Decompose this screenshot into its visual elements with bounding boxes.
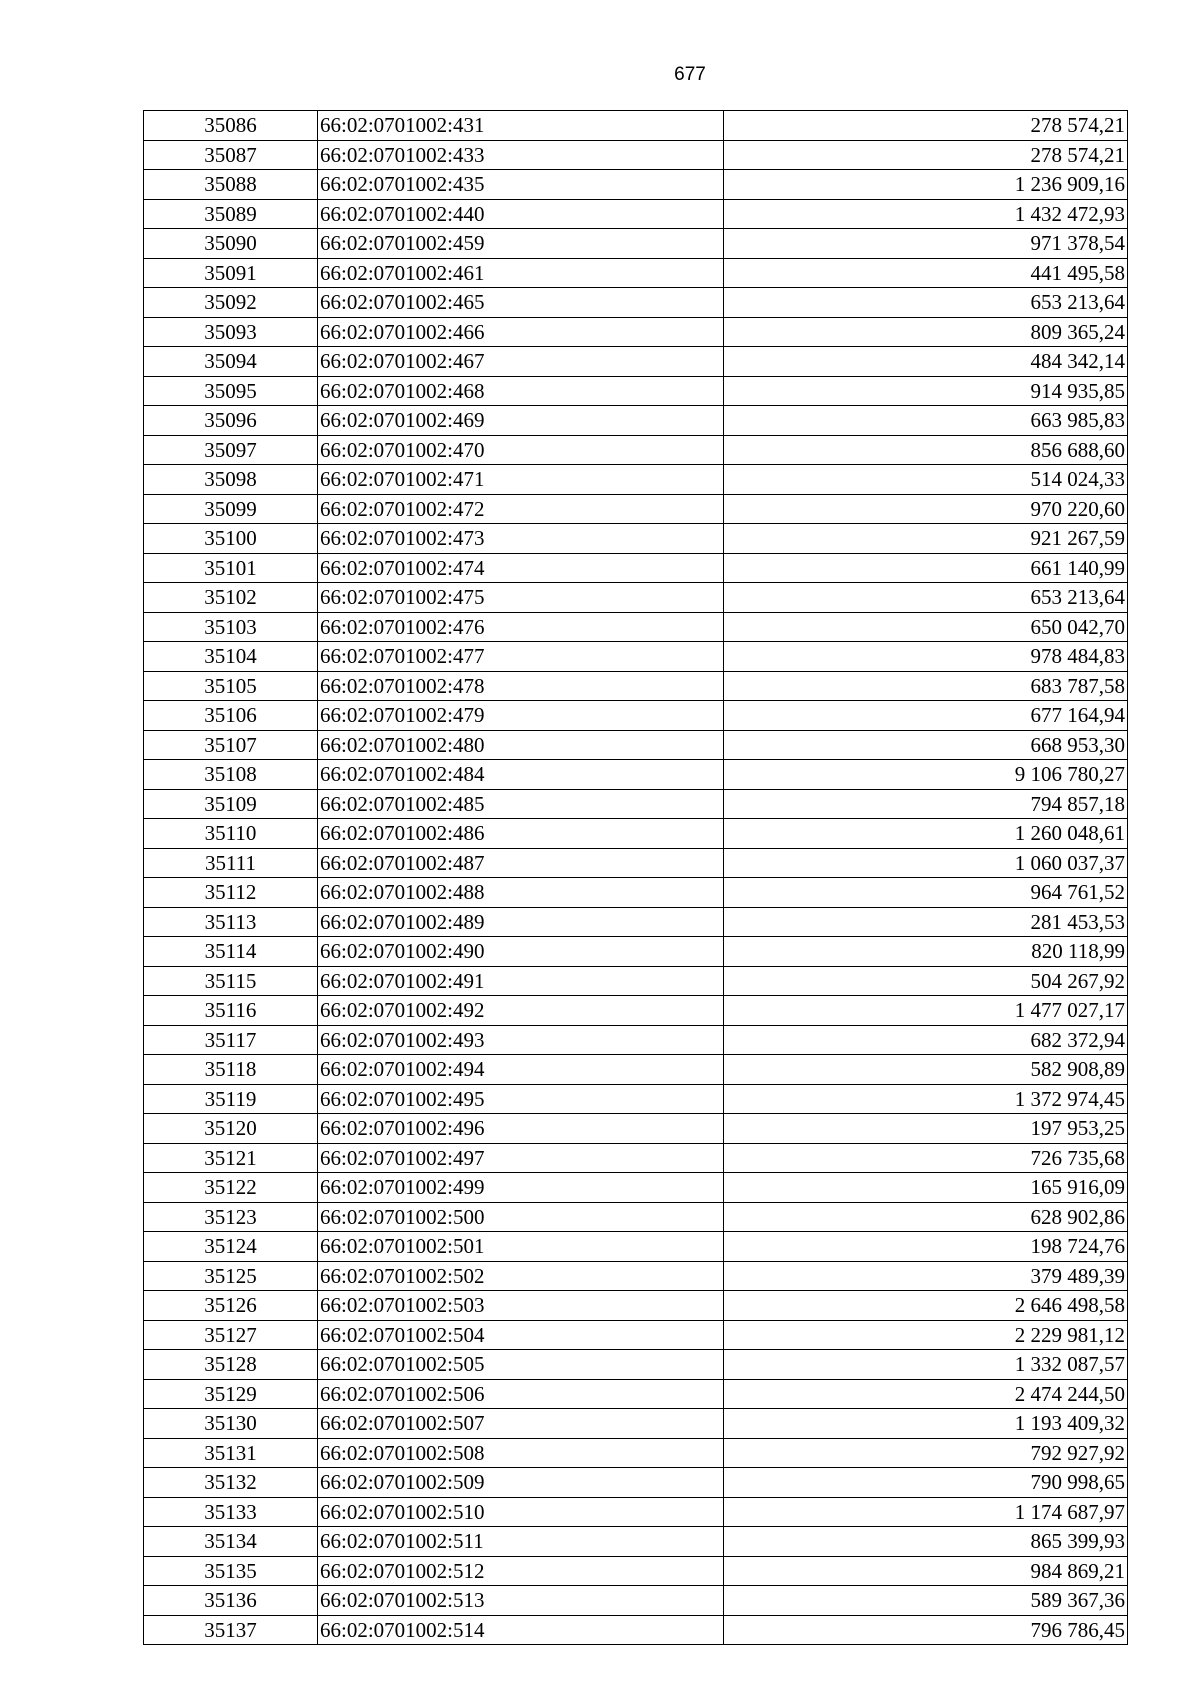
table-row — [144, 465, 1128, 495]
cadastral-number-cell: 66:02:0701002:494 — [318, 1055, 724, 1085]
table-row — [144, 1586, 1128, 1616]
cadastral-value-cell: 663 985,83 — [724, 406, 1128, 436]
cadastral-number-cell: 66:02:0701002:466 — [318, 317, 724, 347]
cadastral-value-cell: 198 724,76 — [724, 1232, 1128, 1262]
row-number-cell: 35101 — [144, 553, 318, 583]
row-number-cell: 35109 — [144, 789, 318, 819]
table-row — [144, 760, 1128, 790]
cadastral-number-cell: 66:02:0701002:467 — [318, 347, 724, 377]
cadastral-value-cell: 653 213,64 — [724, 288, 1128, 318]
table-row — [144, 1202, 1128, 1232]
cadastral-number-cell: 66:02:0701002:499 — [318, 1173, 724, 1203]
cadastral-number-cell: 66:02:0701002:505 — [318, 1350, 724, 1380]
row-number-cell: 35118 — [144, 1055, 318, 1085]
cadastral-value-cell: 2 229 981,12 — [724, 1320, 1128, 1350]
cadastral-value-cell: 971 378,54 — [724, 229, 1128, 259]
cadastral-value-cell: 514 024,33 — [724, 465, 1128, 495]
row-number-cell: 35106 — [144, 701, 318, 731]
cadastral-number-cell: 66:02:0701002:507 — [318, 1409, 724, 1439]
table-row — [144, 288, 1128, 318]
cadastral-value-cell: 682 372,94 — [724, 1025, 1128, 1055]
row-number-cell: 35096 — [144, 406, 318, 436]
cadastral-number-cell: 66:02:0701002:491 — [318, 966, 724, 996]
cadastral-number-cell: 66:02:0701002:440 — [318, 199, 724, 229]
cadastral-number-cell: 66:02:0701002:435 — [318, 170, 724, 200]
cadastral-number-cell: 66:02:0701002:492 — [318, 996, 724, 1026]
table-row — [144, 671, 1128, 701]
table-row — [144, 1497, 1128, 1527]
cadastral-value-cell: 677 164,94 — [724, 701, 1128, 731]
cadastral-value-cell: 978 484,83 — [724, 642, 1128, 672]
row-number-cell: 35119 — [144, 1084, 318, 1114]
table-row — [144, 494, 1128, 524]
row-number-cell: 35094 — [144, 347, 318, 377]
cadastral-value-cell: 2 474 244,50 — [724, 1379, 1128, 1409]
cadastral-number-cell: 66:02:0701002:469 — [318, 406, 724, 436]
row-number-cell: 35127 — [144, 1320, 318, 1350]
cadastral-value-cell: 628 902,86 — [724, 1202, 1128, 1232]
cadastral-value-cell: 2 646 498,58 — [724, 1291, 1128, 1321]
table-row — [144, 937, 1128, 967]
cadastral-value-cell: 1 193 409,32 — [724, 1409, 1128, 1439]
cadastral-value-cell: 921 267,59 — [724, 524, 1128, 554]
table-row — [144, 553, 1128, 583]
cadastral-number-cell: 66:02:0701002:502 — [318, 1261, 724, 1291]
cadastral-value-cell: 1 174 687,97 — [724, 1497, 1128, 1527]
cadastral-number-cell: 66:02:0701002:433 — [318, 140, 724, 170]
row-number-cell: 35113 — [144, 907, 318, 937]
table-row — [144, 1291, 1128, 1321]
table-row — [144, 1379, 1128, 1409]
table-row — [144, 1468, 1128, 1498]
cadastral-value-cell: 865 399,93 — [724, 1527, 1128, 1557]
table-row — [144, 966, 1128, 996]
cadastral-number-cell: 66:02:0701002:477 — [318, 642, 724, 672]
cadastral-value-cell: 504 267,92 — [724, 966, 1128, 996]
row-number-cell: 35093 — [144, 317, 318, 347]
table-row — [144, 1232, 1128, 1262]
cadastral-number-cell: 66:02:0701002:503 — [318, 1291, 724, 1321]
table-row — [144, 996, 1128, 1026]
row-number-cell: 35100 — [144, 524, 318, 554]
table-row — [144, 347, 1128, 377]
cadastral-number-cell: 66:02:0701002:506 — [318, 1379, 724, 1409]
cadastral-number-cell: 66:02:0701002:513 — [318, 1586, 724, 1616]
cadastral-value-cell: 1 332 087,57 — [724, 1350, 1128, 1380]
row-number-cell: 35131 — [144, 1438, 318, 1468]
table-body — [144, 111, 1128, 1645]
cadastral-number-cell: 66:02:0701002:472 — [318, 494, 724, 524]
cadastral-number-cell: 66:02:0701002:471 — [318, 465, 724, 495]
table-row — [144, 1615, 1128, 1645]
table-row — [144, 1320, 1128, 1350]
row-number-cell: 35087 — [144, 140, 318, 170]
cadastral-value-cell: 165 916,09 — [724, 1173, 1128, 1203]
cadastral-number-cell: 66:02:0701002:487 — [318, 848, 724, 878]
cadastral-number-cell: 66:02:0701002:478 — [318, 671, 724, 701]
cadastral-number-cell: 66:02:0701002:500 — [318, 1202, 724, 1232]
cadastral-number-cell: 66:02:0701002:493 — [318, 1025, 724, 1055]
cadastral-value-cell: 484 342,14 — [724, 347, 1128, 377]
row-number-cell: 35137 — [144, 1615, 318, 1645]
table-row — [144, 229, 1128, 259]
table-row — [144, 1556, 1128, 1586]
cadastral-value-cell: 964 761,52 — [724, 878, 1128, 908]
row-number-cell: 35130 — [144, 1409, 318, 1439]
table-row — [144, 1409, 1128, 1439]
cadastral-value-cell: 661 140,99 — [724, 553, 1128, 583]
row-number-cell: 35124 — [144, 1232, 318, 1262]
row-number-cell: 35123 — [144, 1202, 318, 1232]
row-number-cell: 35132 — [144, 1468, 318, 1498]
cadastral-value-cell: 582 908,89 — [724, 1055, 1128, 1085]
cadastral-value-cell: 790 998,65 — [724, 1468, 1128, 1498]
cadastral-number-cell: 66:02:0701002:465 — [318, 288, 724, 318]
cadastral-value-cell: 914 935,85 — [724, 376, 1128, 406]
cadastral-value-cell: 1 432 472,93 — [724, 199, 1128, 229]
cadastral-value-cell: 1 260 048,61 — [724, 819, 1128, 849]
row-number-cell: 35134 — [144, 1527, 318, 1557]
table-row — [144, 258, 1128, 288]
cadastral-number-cell: 66:02:0701002:511 — [318, 1527, 724, 1557]
cadastral-number-cell: 66:02:0701002:431 — [318, 111, 724, 141]
table-row — [144, 1025, 1128, 1055]
table-row — [144, 583, 1128, 613]
cadastral-value-cell: 809 365,24 — [724, 317, 1128, 347]
cadastral-value-cell: 856 688,60 — [724, 435, 1128, 465]
table-row — [144, 789, 1128, 819]
row-number-cell: 35110 — [144, 819, 318, 849]
table-row — [144, 1527, 1128, 1557]
cadastral-number-cell: 66:02:0701002:461 — [318, 258, 724, 288]
row-number-cell: 35103 — [144, 612, 318, 642]
table-row — [144, 819, 1128, 849]
cadastral-value-cell: 281 453,53 — [724, 907, 1128, 937]
table-row — [144, 199, 1128, 229]
cadastral-number-cell: 66:02:0701002:489 — [318, 907, 724, 937]
row-number-cell: 35121 — [144, 1143, 318, 1173]
cadastral-number-cell: 66:02:0701002:488 — [318, 878, 724, 908]
row-number-cell: 35128 — [144, 1350, 318, 1380]
cadastral-value-cell: 197 953,25 — [724, 1114, 1128, 1144]
row-number-cell: 35098 — [144, 465, 318, 495]
table-row — [144, 376, 1128, 406]
cadastral-number-cell: 66:02:0701002:504 — [318, 1320, 724, 1350]
cadastral-number-cell: 66:02:0701002:480 — [318, 730, 724, 760]
cadastral-value-cell: 796 786,45 — [724, 1615, 1128, 1645]
cadastral-value-cell: 278 574,21 — [724, 111, 1128, 141]
cadastral-number-cell: 66:02:0701002:474 — [318, 553, 724, 583]
row-number-cell: 35091 — [144, 258, 318, 288]
table-row — [144, 1350, 1128, 1380]
row-number-cell: 35122 — [144, 1173, 318, 1203]
row-number-cell: 35090 — [144, 229, 318, 259]
cadastral-value-cell: 668 953,30 — [724, 730, 1128, 760]
row-number-cell: 35116 — [144, 996, 318, 1026]
row-number-cell: 35092 — [144, 288, 318, 318]
cadastral-value-cell: 1 372 974,45 — [724, 1084, 1128, 1114]
row-number-cell: 35111 — [144, 848, 318, 878]
table-row — [144, 878, 1128, 908]
row-number-cell: 35120 — [144, 1114, 318, 1144]
table-row — [144, 1084, 1128, 1114]
table-row — [144, 140, 1128, 170]
table-row — [144, 111, 1128, 141]
cadastral-number-cell: 66:02:0701002:459 — [318, 229, 724, 259]
table-row — [144, 1143, 1128, 1173]
cadastral-number-cell: 66:02:0701002:510 — [318, 1497, 724, 1527]
cadastral-value-cell: 379 489,39 — [724, 1261, 1128, 1291]
cadastral-value-cell: 970 220,60 — [724, 494, 1128, 524]
cadastral-value-cell: 650 042,70 — [724, 612, 1128, 642]
table-row — [144, 170, 1128, 200]
row-number-cell: 35097 — [144, 435, 318, 465]
row-number-cell: 35099 — [144, 494, 318, 524]
table-row — [144, 1173, 1128, 1203]
cadastral-value-cell: 589 367,36 — [724, 1586, 1128, 1616]
row-number-cell: 35112 — [144, 878, 318, 908]
cadastral-value-cell: 1 236 909,16 — [724, 170, 1128, 200]
cadastral-number-cell: 66:02:0701002:475 — [318, 583, 724, 613]
row-number-cell: 35095 — [144, 376, 318, 406]
cadastral-number-cell: 66:02:0701002:508 — [318, 1438, 724, 1468]
table-row — [144, 730, 1128, 760]
table-row — [144, 406, 1128, 436]
cadastral-value-cell: 1 477 027,17 — [724, 996, 1128, 1026]
row-number-cell: 35107 — [144, 730, 318, 760]
row-number-cell: 35105 — [144, 671, 318, 701]
cadastral-value-cell: 683 787,58 — [724, 671, 1128, 701]
cadastral-number-cell: 66:02:0701002:484 — [318, 760, 724, 790]
row-number-cell: 35117 — [144, 1025, 318, 1055]
cadastral-number-cell: 66:02:0701002:479 — [318, 701, 724, 731]
table-row — [144, 848, 1128, 878]
cadastral-number-cell: 66:02:0701002:514 — [318, 1615, 724, 1645]
cadastral-number-cell: 66:02:0701002:485 — [318, 789, 724, 819]
table-row — [144, 317, 1128, 347]
row-number-cell: 35114 — [144, 937, 318, 967]
cadastral-number-cell: 66:02:0701002:509 — [318, 1468, 724, 1498]
cadastral-value-cell: 794 857,18 — [724, 789, 1128, 819]
cadastral-value-cell: 984 869,21 — [724, 1556, 1128, 1586]
cadastral-number-cell: 66:02:0701002:470 — [318, 435, 724, 465]
cadastral-value-cell: 278 574,21 — [724, 140, 1128, 170]
table-row — [144, 435, 1128, 465]
row-number-cell: 35086 — [144, 111, 318, 141]
row-number-cell: 35133 — [144, 1497, 318, 1527]
table-row — [144, 1055, 1128, 1085]
table-row — [144, 701, 1128, 731]
cadastral-number-cell: 66:02:0701002:476 — [318, 612, 724, 642]
cadastral-number-cell: 66:02:0701002:501 — [318, 1232, 724, 1262]
cadastral-value-cell: 441 495,58 — [724, 258, 1128, 288]
cadastral-value-cell: 820 118,99 — [724, 937, 1128, 967]
row-number-cell: 35088 — [144, 170, 318, 200]
row-number-cell: 35108 — [144, 760, 318, 790]
cadastral-value-cell: 9 106 780,27 — [724, 760, 1128, 790]
cadastral-number-cell: 66:02:0701002:496 — [318, 1114, 724, 1144]
table-row — [144, 642, 1128, 672]
row-number-cell: 35135 — [144, 1556, 318, 1586]
cadastral-number-cell: 66:02:0701002:473 — [318, 524, 724, 554]
row-number-cell: 35089 — [144, 199, 318, 229]
table-row — [144, 1438, 1128, 1468]
cadastral-number-cell: 66:02:0701002:497 — [318, 1143, 724, 1173]
cadastral-value-cell: 1 060 037,37 — [724, 848, 1128, 878]
cadastral-number-cell: 66:02:0701002:468 — [318, 376, 724, 406]
row-number-cell: 35129 — [144, 1379, 318, 1409]
page-number: 677 — [674, 64, 706, 85]
row-number-cell: 35104 — [144, 642, 318, 672]
row-number-cell: 35136 — [144, 1586, 318, 1616]
row-number-cell: 35115 — [144, 966, 318, 996]
cadastral-number-cell: 66:02:0701002:495 — [318, 1084, 724, 1114]
table-row — [144, 1114, 1128, 1144]
cadastral-value-cell: 792 927,92 — [724, 1438, 1128, 1468]
table-row — [144, 524, 1128, 554]
table-row — [144, 907, 1128, 937]
cadastral-value-cell: 726 735,68 — [724, 1143, 1128, 1173]
row-number-cell: 35102 — [144, 583, 318, 613]
table-row — [144, 612, 1128, 642]
cadastral-number-cell: 66:02:0701002:512 — [318, 1556, 724, 1586]
table-row — [144, 1261, 1128, 1291]
row-number-cell: 35125 — [144, 1261, 318, 1291]
cadastral-number-cell: 66:02:0701002:486 — [318, 819, 724, 849]
row-number-cell: 35126 — [144, 1291, 318, 1321]
cadastral-value-table — [143, 110, 1128, 1645]
cadastral-value-cell: 653 213,64 — [724, 583, 1128, 613]
cadastral-number-cell: 66:02:0701002:490 — [318, 937, 724, 967]
